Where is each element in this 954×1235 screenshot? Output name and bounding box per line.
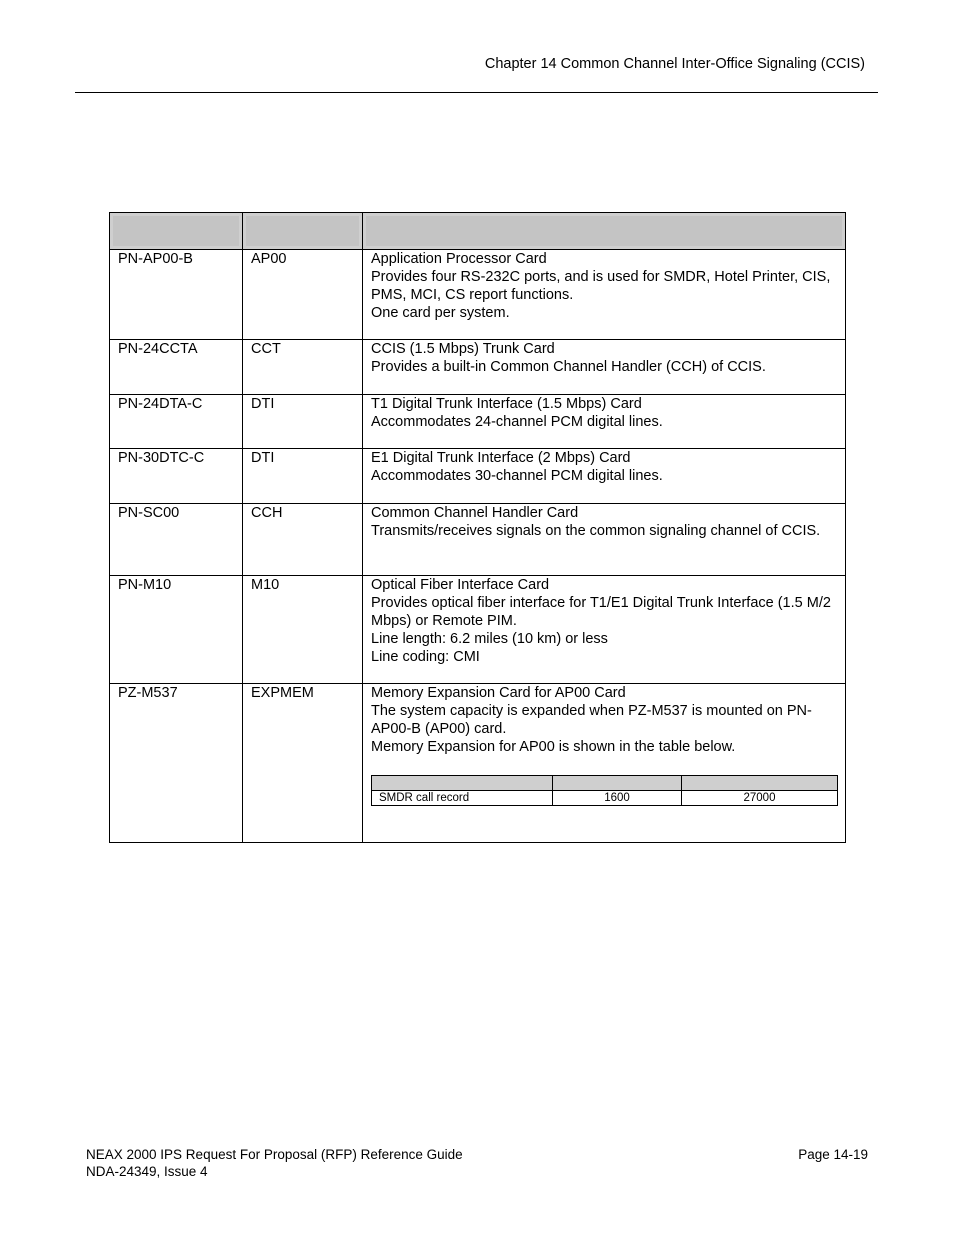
header-cell bbox=[110, 213, 243, 250]
card-abbr: EXPMEM bbox=[243, 684, 363, 843]
table-row bbox=[110, 449, 846, 504]
desc-line: Provides a built-in Common Channel Handler (CCH) of CCIS. bbox=[371, 359, 766, 375]
subtable-value: 27000 bbox=[682, 791, 838, 806]
desc-line: CCIS (1.5 Mbps) Trunk Card bbox=[371, 341, 555, 357]
card-name: PN-24DTA-C bbox=[110, 395, 243, 449]
desc-line: Application Processor Card bbox=[371, 251, 547, 267]
desc-line: Common Channel Handler Card bbox=[371, 505, 579, 521]
subtable-header-cell bbox=[553, 776, 682, 791]
subtable-header-cell bbox=[682, 776, 838, 791]
desc-line: Accommodates 30-channel PCM digital lines. bbox=[371, 468, 663, 484]
footer-page-number: Page 14-19 bbox=[798, 1147, 868, 1162]
card-name: PN-SC00 bbox=[110, 504, 243, 576]
footer-left bbox=[86, 1146, 463, 1180]
table-row bbox=[110, 576, 846, 684]
table-row bbox=[110, 340, 846, 395]
card-name: PN-AP00-B bbox=[110, 250, 243, 340]
card-name: PN-24CCTA bbox=[110, 340, 243, 395]
desc-line: T1 Digital Trunk Interface (1.5 Mbps) Card bbox=[371, 396, 642, 412]
header-cell bbox=[363, 213, 846, 250]
desc-line: The system capacity is expanded when PZ-M537 is mounted on PN-AP00-B (AP00) card. bbox=[371, 703, 812, 737]
desc-line: One card per system. bbox=[371, 305, 510, 321]
desc-line: Memory Expansion Card for AP00 Card bbox=[371, 685, 626, 701]
card-description bbox=[363, 684, 846, 843]
header-divider bbox=[75, 92, 878, 93]
desc-line: E1 Digital Trunk Interface (2 Mbps) Card bbox=[371, 450, 631, 466]
desc-line: Provides optical fiber interface for T1/E1 Digital Trunk Interface (1.5 M/2 Mbps) or Remote PIM. bbox=[371, 595, 831, 629]
card-table bbox=[109, 212, 846, 843]
card-abbr: CCT bbox=[243, 340, 363, 395]
table-header-row bbox=[110, 213, 846, 250]
card-description bbox=[363, 576, 846, 684]
table-row bbox=[110, 684, 846, 843]
card-description bbox=[363, 504, 846, 576]
card-description bbox=[363, 340, 846, 395]
desc-line: Provides four RS-232C ports, and is used for SMDR, Hotel Printer, CIS, PMS, MCI, CS report functions. bbox=[371, 269, 831, 303]
table-row bbox=[110, 250, 846, 340]
desc-line: Line coding: CMI bbox=[371, 649, 480, 665]
desc-line: Transmits/receives signals on the common signaling channel of CCIS. bbox=[371, 523, 821, 539]
card-abbr: DTI bbox=[243, 395, 363, 449]
header-cell bbox=[243, 213, 363, 250]
memory-expansion-table bbox=[371, 775, 838, 806]
subtable-header-cell bbox=[372, 776, 553, 791]
table-row bbox=[110, 395, 846, 449]
card-description bbox=[363, 395, 846, 449]
subtable-header-row bbox=[372, 776, 838, 791]
subtable-row bbox=[372, 791, 838, 806]
footer-document-number: NDA-24349, Issue 4 bbox=[86, 1164, 208, 1179]
desc-line: Line length: 6.2 miles (10 km) or less bbox=[371, 631, 608, 647]
card-name: PZ-M537 bbox=[110, 684, 243, 843]
table-row bbox=[110, 504, 846, 576]
desc-line: Accommodates 24-channel PCM digital lines. bbox=[371, 414, 663, 430]
card-abbr: DTI bbox=[243, 449, 363, 504]
card-name: PN-M10 bbox=[110, 576, 243, 684]
card-abbr: M10 bbox=[243, 576, 363, 684]
desc-line: Memory Expansion for AP00 is shown in the table below. bbox=[371, 739, 736, 755]
chapter-header-title: Chapter 14 Common Channel Inter-Office Signaling (CCIS) bbox=[484, 56, 865, 72]
card-abbr: CCH bbox=[243, 504, 363, 576]
subtable-item: SMDR call record bbox=[372, 791, 553, 806]
card-name: PN-30DTC-C bbox=[110, 449, 243, 504]
card-description bbox=[363, 250, 846, 340]
desc-line: Optical Fiber Interface Card bbox=[371, 577, 550, 593]
card-abbr: AP00 bbox=[243, 250, 363, 340]
subtable-value: 1600 bbox=[553, 791, 682, 806]
card-description bbox=[363, 449, 846, 504]
footer-document-title: NEAX 2000 IPS Request For Proposal (RFP) Reference Guide bbox=[86, 1147, 463, 1162]
